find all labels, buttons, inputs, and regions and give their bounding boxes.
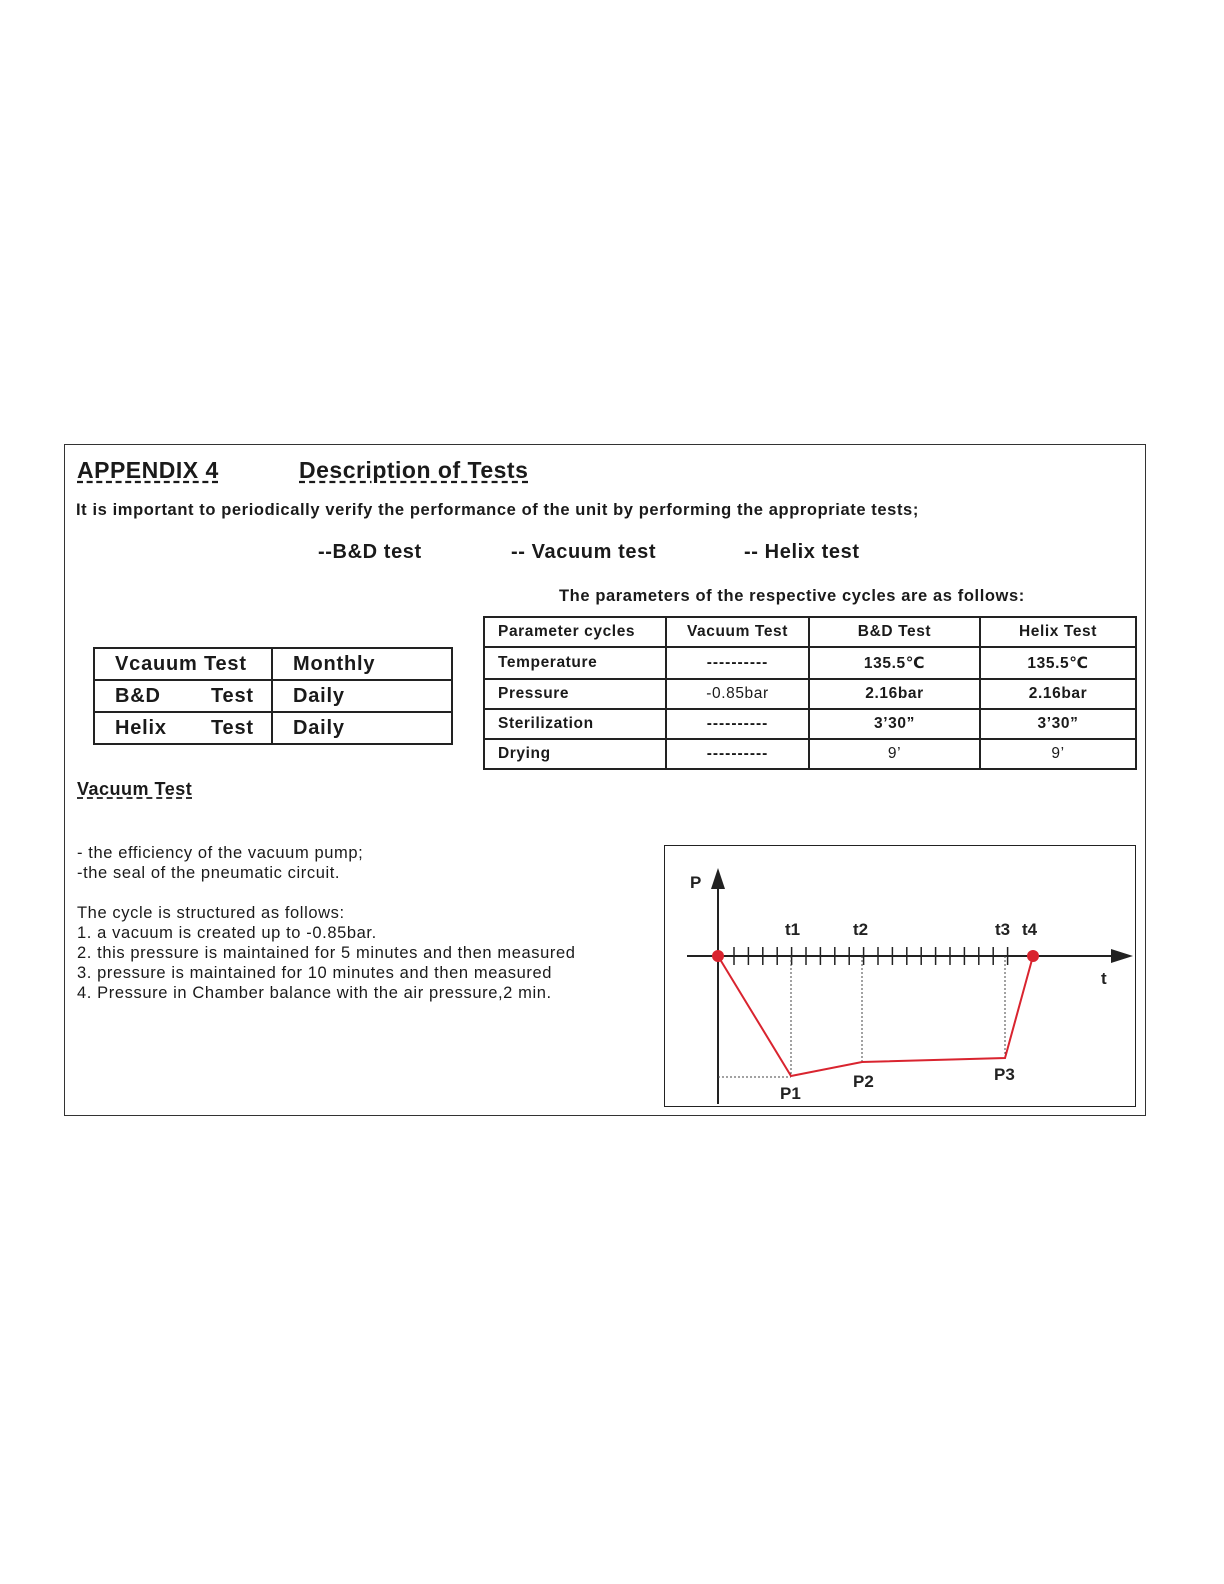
axis-label-p: P [690,873,702,892]
vacuum-test-description [77,843,576,1003]
table-row [484,679,1136,709]
test-bd: --B&D test [318,541,422,563]
table-cell: ---------- [666,739,809,769]
text-line: - the efficiency of the vacuum pump; [77,844,364,862]
y-axis-arrow [711,868,725,889]
table-cell: Daily [272,680,452,712]
vacuum-test-heading: Vacuum Test [77,779,193,799]
table-header-cell: Helix Test [980,617,1136,647]
pressure-label-p1: P1 [780,1084,801,1103]
table-header-cell: Vacuum Test [666,617,809,647]
table-row [94,648,452,680]
test-vacuum: -- Vacuum test [511,541,657,563]
table-row [94,680,452,712]
table-header-cell: B&D Test [809,617,980,647]
table-cell: Temperature [484,647,666,679]
text-line: 3. pressure is maintained for 10 minutes and then measured [77,964,553,982]
text-line [77,883,576,903]
table-cell: 9’ [980,739,1136,769]
table-row [484,739,1136,769]
text-line: -the seal of the pneumatic circuit. [77,864,341,882]
table-cell: Monthly [272,648,452,680]
table-row [484,647,1136,679]
time-label-t4: t4 [1022,920,1038,939]
table-header-row [484,617,1136,647]
time-label-t3: t3 [995,920,1011,939]
table-cell: 2.16bar [809,679,980,709]
table-cell: 135.5℃ [809,647,980,679]
table-cell: Pressure [484,679,666,709]
table-cell: ---------- [666,647,809,679]
appendix-title: Description of Tests [299,457,529,483]
text-line: The cycle is structured as follows: [77,904,345,922]
x-axis-arrow [1111,949,1133,963]
intro-text: It is important to periodically verify the performance of the unit by performing the appropriate tests; [76,501,919,519]
pressure-curve [718,956,1033,1076]
text-line: 4. Pressure in Chamber balance with the air pressure,2 min. [77,984,552,1002]
table-row [484,709,1136,739]
table-cell: 9’ [809,739,980,769]
table-cell: 2.16bar [980,679,1136,709]
params-caption: The parameters of the respective cycles are as follows: [559,587,1025,605]
table-cell: ---------- [666,709,809,739]
table-cell: Sterilization [484,709,666,739]
table-cell: 135.5℃ [980,647,1136,679]
pressure-time-svg [665,846,1135,1106]
table-cell: Drying [484,739,666,769]
start-point [712,950,724,962]
table-cell: Helix Test [94,712,272,744]
appendix-frame [64,444,1146,1116]
table-cell: B&D Test [94,680,272,712]
pressure-label-p2: P2 [853,1072,874,1091]
table-cell: Daily [272,712,452,744]
pressure-label-p3: P3 [994,1065,1015,1084]
table-cell: 3’30” [809,709,980,739]
table-cell: 3’30” [980,709,1136,739]
text-line: 1. a vacuum is created up to -0.85bar. [77,924,377,942]
frequency-table [93,647,453,745]
table-cell: Vcauum Test [94,648,272,680]
end-point [1027,950,1039,962]
text-line: 2. this pressure is maintained for 5 minutes and then measured [77,944,576,962]
parameters-table [483,616,1137,770]
table-row [94,712,452,744]
table-header-cell: Parameter cycles [484,617,666,647]
table-cell: -0.85bar [666,679,809,709]
appendix-label: APPENDIX 4 [77,457,219,483]
time-label-t2: t2 [853,920,869,939]
vacuum-cycle-diagram [664,845,1136,1107]
test-helix: -- Helix test [744,541,860,563]
axis-label-t: t [1101,969,1107,988]
time-label-t1: t1 [785,920,801,939]
